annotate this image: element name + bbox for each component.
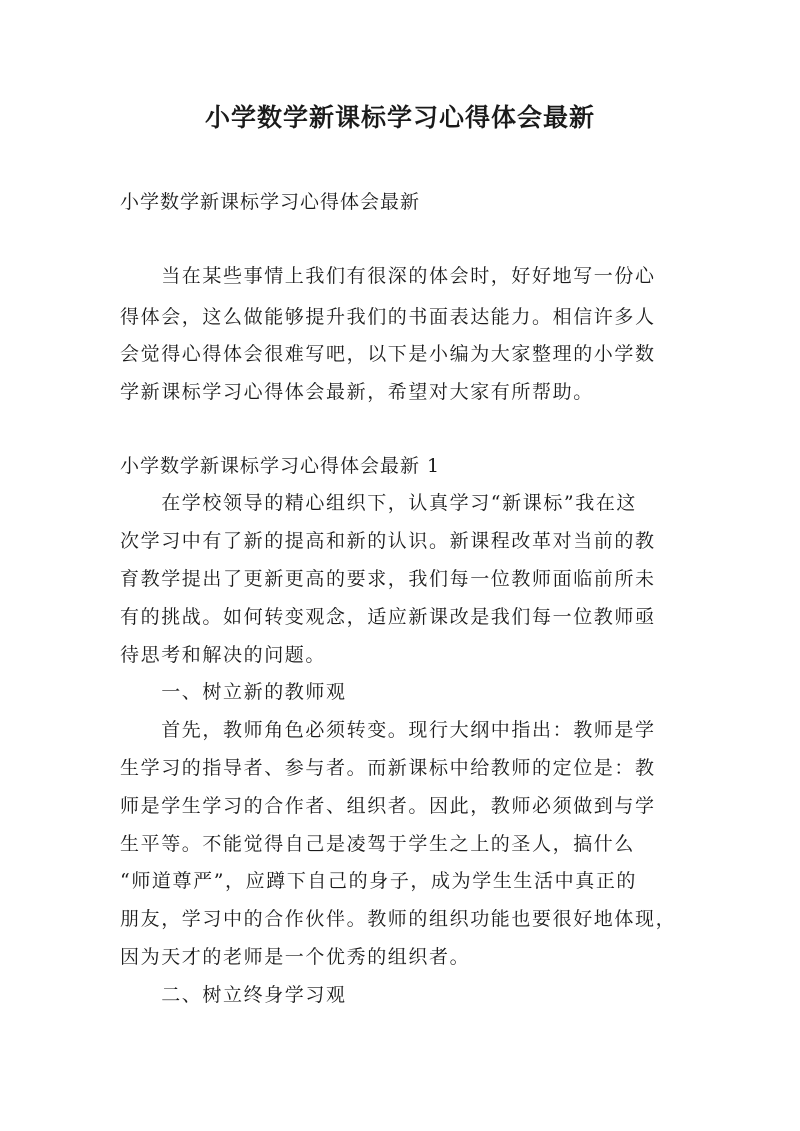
paragraph-line: 首先，教师角色必须转变。现行大纲中指出：教师是学 — [120, 719, 656, 741]
document-title: 小学数学新课标学习心得体会最新 — [204, 103, 595, 132]
intro-line: 当在某些事情上我们有很深的体会时，好好地写一份心 — [120, 265, 656, 287]
paragraph-line: 育教学提出了更新更高的要求，我们每一位教师面临前所未 — [120, 568, 656, 590]
paragraph-line: 生学习的指导者、参与者。而新课标中给教师的定位是：教 — [120, 757, 656, 779]
paragraph-line: 待思考和解决的问题。 — [120, 644, 327, 666]
paragraph-line: 因为天才的老师是一个优秀的组织者。 — [120, 946, 471, 968]
section-heading: 小学数学新课标学习心得体会最新 1 — [120, 455, 441, 477]
intro-line: 学新课标学习心得体会最新，希望对大家有所帮助。 — [120, 381, 594, 403]
paragraph-line: 次学习中有了新的提高和新的认识。新课程改革对当前的教 — [120, 530, 656, 552]
point-heading: 一、树立新的教师观 — [120, 681, 347, 703]
intro-line: 会觉得心得体会很难写吧，以下是小编为大家整理的小学数 — [120, 343, 656, 365]
intro-line: 得体会，这么做能够提升我们的书面表达能力。相信许多人 — [120, 306, 656, 328]
paragraph-line: 朋友，学习中的合作伙伴。教师的组织功能也要很好地体现， — [120, 908, 677, 930]
paragraph-line: 有的挑战。如何转变观念，适应新课改是我们每一位教师亟 — [120, 606, 656, 628]
paragraph-line: 生平等。不能觉得自己是凌驾于学生之上的圣人，搞什么 — [120, 833, 636, 855]
paragraph-line: “师道尊严”，应蹲下自己的身子，成为学生生活中真正的 — [120, 870, 638, 892]
point-heading: 二、树立终身学习观 — [120, 984, 347, 1006]
paragraph-line: 师是学生学习的合作者、组织者。因此，教师必须做到与学 — [120, 795, 656, 817]
paragraph-line: 在学校领导的精心组织下，认真学习“新课标”我在这 — [120, 492, 638, 514]
document-subtitle: 小学数学新课标学习心得体会最新 — [120, 191, 421, 213]
